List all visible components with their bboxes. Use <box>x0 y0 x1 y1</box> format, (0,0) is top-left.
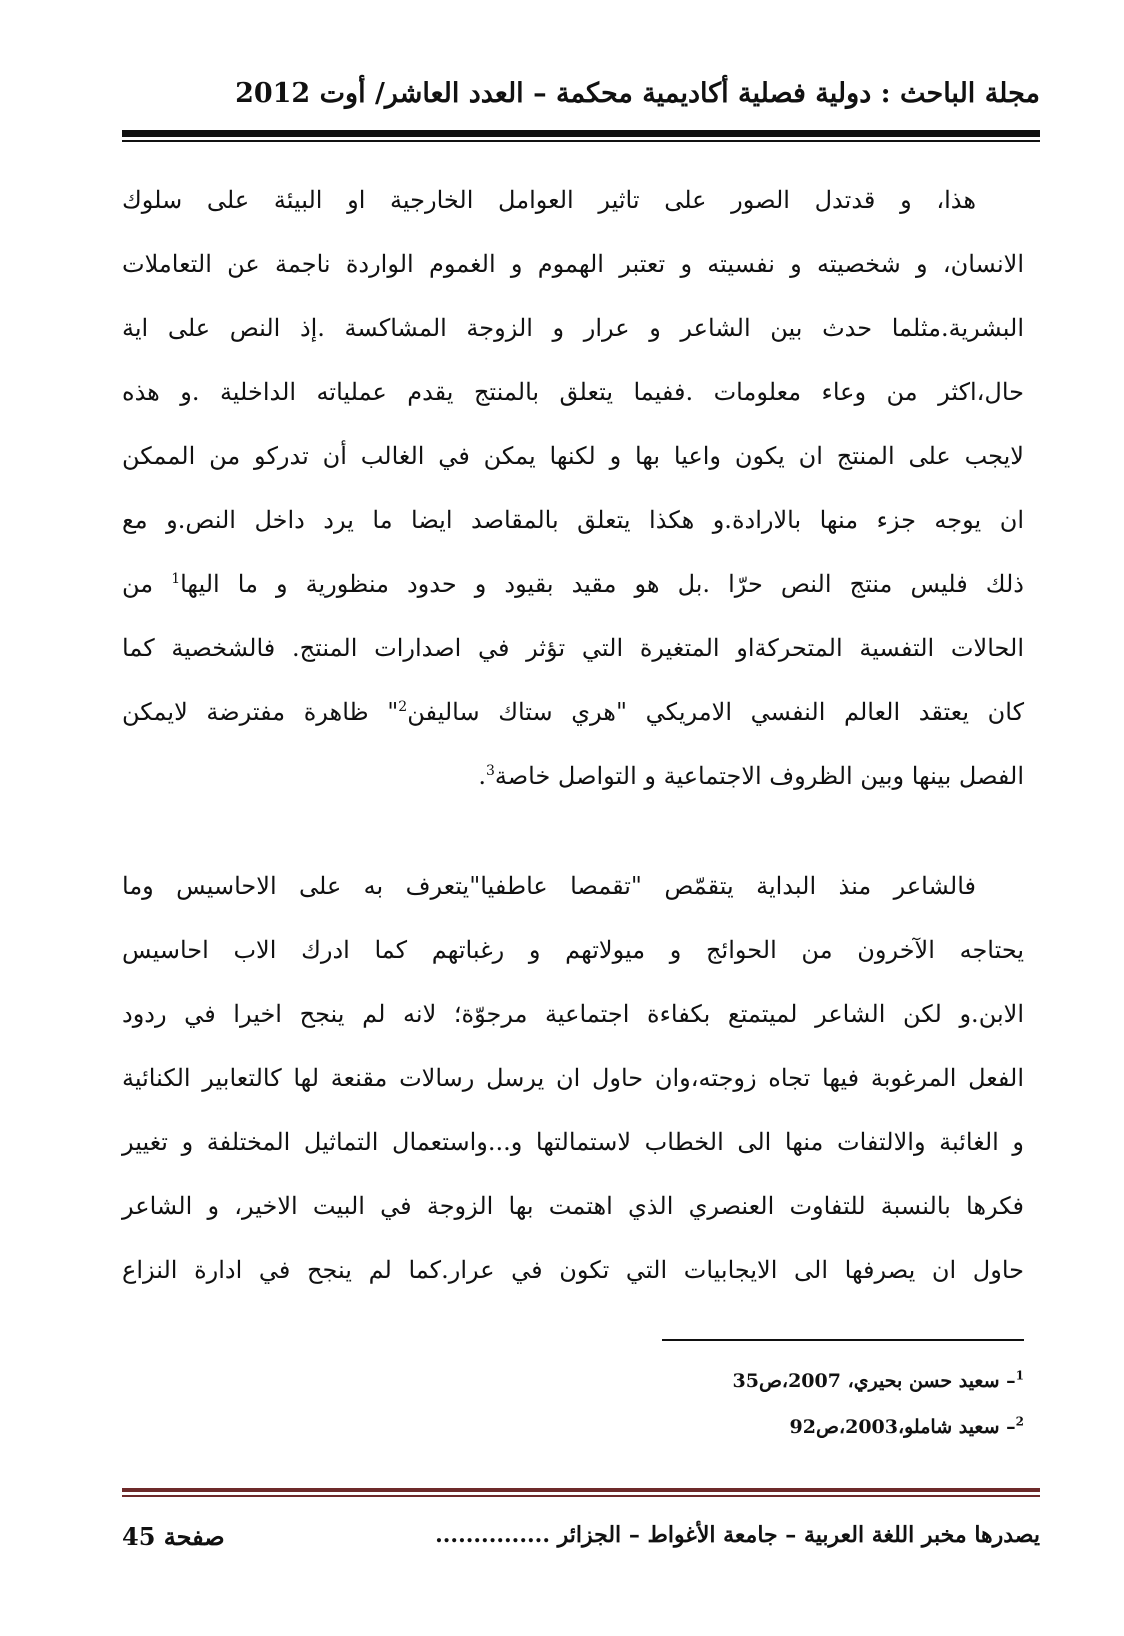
footnote-ref-1: 1 <box>171 571 181 587</box>
paragraph-2-line: فالشاعر منذ البداية يتقمّص "تقمصا عاطفيا"يتعرف به على الاحاسيس وما <box>122 872 976 900</box>
footnote-ref-3: 3 <box>485 763 495 779</box>
paragraph-1-line: هذا، و قدتدل الصور على تاثير العوامل الخارجية او البيئة على سلوك <box>122 186 976 214</box>
paragraph-1-line: ان يوجه جزء منها بالارادة.و هكذا يتعلق بالمقاصد ايضا ما يرد داخل النص.و مع <box>122 506 1024 534</box>
paragraph-1-line: حال،اكثر من وعاء معلومات .ففيما يتعلق بالمنتج يقدم عملياته الداخلية .و هذه <box>122 378 1024 406</box>
paragraph-2-line: فكرها بالنسبة للتفاوت العنصري الذي اهتمت بها الزوجة في البيت الاخير، و الشاعر <box>122 1192 1024 1220</box>
header-rule-thick <box>122 130 1040 137</box>
paragraph-1-line: الانسان، و شخصيته و نفسيته و تعتبر الهموم و الغموم الواردة ناجمة عن التعاملات <box>122 250 1024 278</box>
footnote-number: 1 <box>1015 1368 1024 1383</box>
line-text: " ظاهرة مفترضة لايمكن <box>122 698 399 726</box>
paragraph-2-line: الفعل المرغوبة فيها تجاه زوجته،وان حاول ان يرسل رسالات مقنعة لها كالتعابير الكنائية <box>122 1064 1024 1092</box>
paragraph-gap <box>122 808 1024 854</box>
paragraph-2-line: الابن.و لكن الشاعر لميتمتع بكفاءة اجتماعية مرجوّة؛ لانه لم ينجح اخيرا في ردود <box>122 1000 1024 1028</box>
footnote-text: – سعيد حسن بحيري، 2007،ص35 <box>732 1370 1016 1392</box>
paragraph-1-line: الحالات التفسية المتحركةاو المتغيرة التي تؤثر في اصدارات المنتج. فالشخصية كما <box>122 634 1024 662</box>
line-text: من <box>122 570 172 598</box>
footnotes <box>500 1358 1024 1450</box>
footnote-item <box>500 1358 1024 1404</box>
line-text: كان يعتقد العالم النفسي الامريكي "هري ستاك ساليفن <box>407 698 1024 726</box>
footnote-ref-2: 2 <box>398 699 408 715</box>
paragraph-2-line: حاول ان يصرفها الى الايجابيات التي تكون في عرار.كما لم ينجح في ادارة النزاع <box>122 1256 1024 1284</box>
footnote-number: 2 <box>1015 1414 1024 1429</box>
article-body <box>122 168 1024 1302</box>
paragraph-1-line: لايجب على المنتج ان يكون واعيا بها و لكنها يمكن في الغالب أن تدركو من الممكن <box>122 442 1024 470</box>
journal-header: مجلة الباحث : دولية فصلية أكاديمية محكمة – العدد العاشر/ أوت 2012 <box>235 78 1040 109</box>
footer-rule-thin <box>122 1495 1040 1497</box>
line-text: . <box>478 762 486 790</box>
footer-publisher: يصدرها مخبر اللغة العربية – جامعة الأغواط – الجزائر ............... <box>435 1522 1040 1548</box>
line-text: الفصل بينها وبين الظروف الاجتماعية و التواصل خاصة <box>494 762 1024 790</box>
paragraph-1-line: البشرية.مثلما حدث بين الشاعر و عرار و الزوجة المشاكسة .إذ النص على اية <box>122 314 1024 342</box>
page-number: صفحة 45 <box>122 1522 225 1551</box>
paragraph-1-line <box>122 744 1024 808</box>
paragraph-2-line: و الغائبة والالتفات منها الى الخطاب لاستمالتها و...واستعمال التماثيل المختلفة و تغيير <box>122 1128 1024 1156</box>
paragraph-2-line: يحتاجه الآخرون من الحوائج و ميولاتهم و رغباتهم كما ادرك الاب احاسيس <box>122 936 1025 964</box>
footnote-item <box>500 1404 1024 1450</box>
footnote-separator <box>662 1339 1024 1341</box>
footnote-text: – سعيد شاملو،2003،ص92 <box>789 1416 1016 1438</box>
header-rule-thin <box>122 140 1040 142</box>
footer-rule-thick <box>122 1488 1040 1492</box>
paragraph-1-line <box>122 680 1024 744</box>
paragraph-1-line <box>122 552 1024 616</box>
line-text: ذلك فليس منتج النص حرّا .بل هو مقيد بقيود و حدود منظورية و ما اليها <box>180 570 1024 598</box>
